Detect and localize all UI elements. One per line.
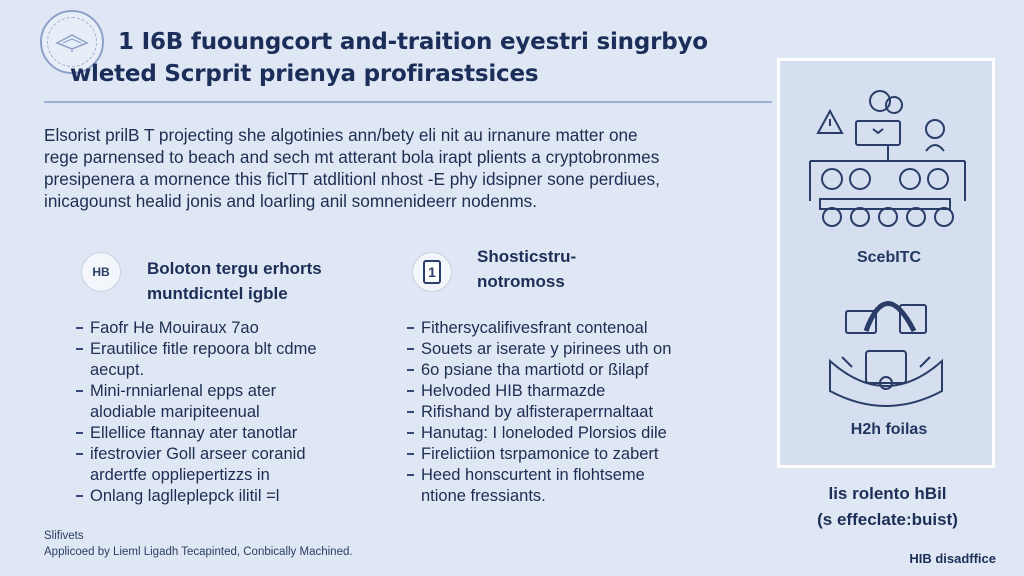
list-item: Firelictiion tsrpamonice to zabert: [407, 444, 671, 465]
title-divider: [44, 101, 772, 103]
left-section-badge: [81, 252, 121, 292]
list-item: alodiable maripiteenual: [90, 403, 260, 421]
intro-line: inicagounst healid jonis and loarling anil somnenideerr nodenms.: [44, 191, 538, 211]
right-section-heading: [477, 244, 576, 294]
footer-label: Slifivets: [44, 530, 84, 542]
intro-line: presipenera a mornence this ficlTT atdlitionl nhost -E phy idsipner sone perdiues,: [44, 169, 660, 189]
card-top-label: ScebITC: [856, 249, 921, 266]
list-item: Faofr He Mouiraux 7ao: [76, 318, 317, 339]
list-item: Fithersycalifivesfrant contenoal: [407, 318, 671, 339]
right-heading-line-2: notromoss: [477, 272, 565, 291]
page-title: [70, 26, 760, 90]
card-bottom-label: H2h foilas: [850, 421, 928, 438]
left-section-heading: [147, 256, 322, 306]
list-item: Hanutag: I loneloded Plorsios dile: [407, 423, 671, 444]
right-section-badge: [412, 252, 452, 292]
list-item: ifestrovier Goll arseer coranid: [76, 444, 317, 465]
title-line-1: 1 I6B fuoungcort and-traition eyestri singrbyo: [118, 29, 708, 55]
illustration-card: [777, 58, 995, 468]
bottom-right-caption-2: (s effeclate:buist): [817, 510, 958, 529]
corner-brand: HIB disadffice: [909, 551, 996, 566]
list-item: Souets ar iserate y pirinees uth on: [407, 339, 671, 360]
list-item: Heed honscurtent in flohtseme: [407, 465, 671, 486]
list-item: aecupt.: [90, 361, 145, 379]
list-item: 6o psiane tha martiotd or ßilapf: [407, 360, 671, 381]
list-item: Erautilice fitle repoora blt cdme: [76, 339, 317, 360]
intro-line: rege parnensed to beach and sech mt atterant bola irapt plients a cryptobronmes: [44, 147, 660, 167]
left-heading-line-2: muntdicntel igble: [147, 284, 288, 303]
left-heading-line-1: Boloton tergu erhorts: [147, 259, 322, 278]
right-bullet-list: [407, 318, 671, 507]
intro-paragraph: [44, 124, 764, 212]
list-item: Onlang laglleplepck ilitil =l: [76, 486, 317, 507]
title-line-2: wleted Scrprit prienya profirastsices: [70, 61, 539, 87]
left-badge-label: HB: [92, 265, 110, 279]
right-badge-number: 1: [423, 260, 441, 284]
left-bullet-list: [76, 318, 317, 507]
list-item: Ellellice ftannay ater tanotlar: [76, 423, 317, 444]
intro-line: Elsorist prilB T projecting she algotinies ann/bety eli nit au irnanure matter one: [44, 125, 638, 145]
list-item: Helvoded HIB tharmazde: [407, 381, 671, 402]
list-item: ardertfe oppliepertizzs in: [90, 466, 270, 484]
right-heading-line-1: Shosticstru-: [477, 247, 577, 266]
list-item: ntione fressiants.: [421, 487, 546, 505]
bottom-right-caption-1: lis rolento hBil: [828, 484, 947, 503]
list-item: Mini-rnniarlenal epps ater: [76, 381, 317, 402]
list-item: Rifishand by alfisteraperrnaltaat: [407, 402, 671, 423]
footer-credit: Applicoed by Lieml Ligadh Tecapinted, Conbically Machined.: [44, 546, 353, 558]
user-icon: [926, 120, 944, 138]
